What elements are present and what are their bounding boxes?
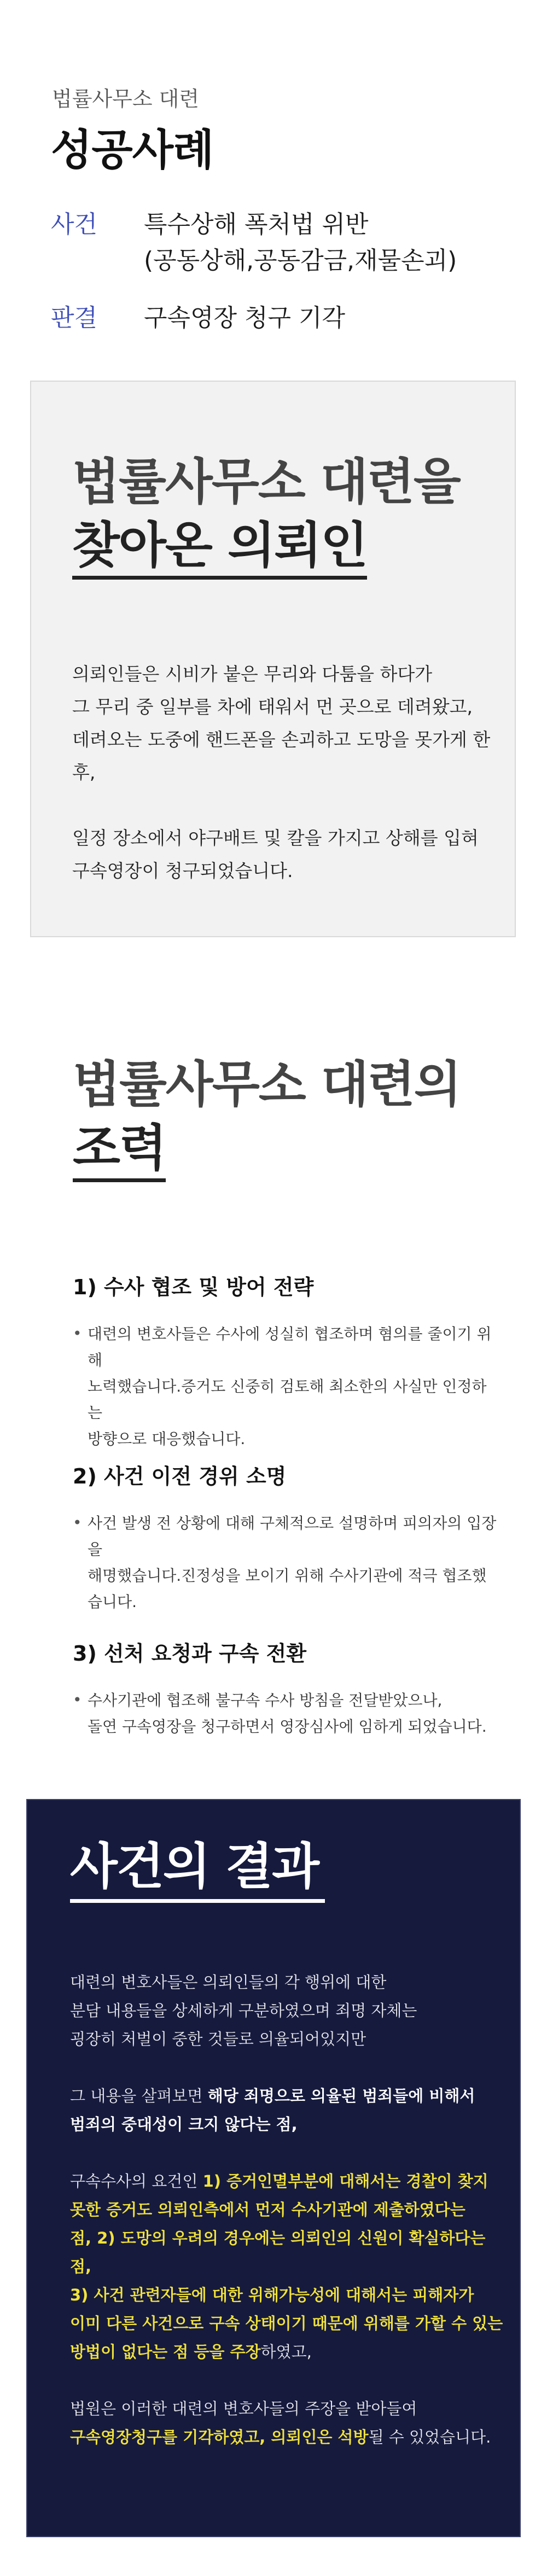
result-highlight: 못한 증거도 의뢰인측에서 먼저 수사기관에 제출하였다는 xyxy=(70,2200,465,2219)
result-line xyxy=(70,2224,508,2281)
client-line: 데려오는 도중에 핸드폰을 손괴하고 도망을 못가게 한 후, xyxy=(72,729,491,783)
result-line xyxy=(70,2167,508,2195)
strategy-title: 2) 사건 이전 경위 소명 xyxy=(73,1464,287,1488)
client-title-line1: 법률사무소 대련을 xyxy=(72,453,460,511)
result-highlight: 1) 증거인멸부분에 대해서는 경찰이 찾지 xyxy=(202,2172,488,2191)
result-section xyxy=(26,1799,521,2537)
bullet-icon: • xyxy=(73,1514,82,1532)
result-line: 분담 내용들을 상세하게 구분하였으며 죄명 자체는 xyxy=(70,2001,417,2020)
page-title: 성공사례 xyxy=(51,126,214,175)
client-line: 구속영장이 청구되었습니다. xyxy=(72,860,293,881)
result-line: 대련의 변호사들은 의뢰인들의 각 행위에 대한 xyxy=(70,1973,387,1991)
strategy-title: 1) 수사 협조 및 방어 전략 xyxy=(73,1275,314,1299)
client-title-line2: 찾아온 의뢰인 xyxy=(72,516,367,580)
result-text: 될 수 있었습니다. xyxy=(368,2428,491,2446)
result-line xyxy=(70,2423,508,2451)
result-line: 법원은 이러한 대련의 변호사들의 주장을 받아들여 xyxy=(70,2399,417,2418)
client-description xyxy=(72,658,504,887)
result-line: 굉장히 처벌이 중한 것들로 의율되어있지만 xyxy=(70,2030,366,2048)
strategy-title: 3) 선처 요청과 구속 전환 xyxy=(73,1642,307,1666)
strategy-item xyxy=(73,1637,499,1740)
result-line xyxy=(70,2281,508,2309)
result-highlight: 방법이 없다는 점 등을 주장 xyxy=(70,2343,261,2361)
result-highlight: 이미 다른 사건으로 구속 상태이기 때문에 위해를 가할 수 있는 xyxy=(70,2314,503,2333)
strategy-text xyxy=(73,1510,499,1615)
case-value-line: (공동상해,공동감금,재물손괴) xyxy=(144,247,457,274)
firm-name: 법률사무소 대련 xyxy=(52,87,200,111)
strategy-line: 수사기관에 협조해 불구속 수사 방침을 전달받았으나, xyxy=(88,1691,443,1709)
strategy-line: 사건 발생 전 상황에 대해 구체적으로 설명하며 피의자의 입장을 xyxy=(88,1514,497,1558)
client-section xyxy=(30,381,516,937)
assist-title-line2: 조력 xyxy=(73,1118,166,1182)
strategy-item xyxy=(73,1459,499,1615)
client-line: 그 무리 중 일부를 차에 태워서 먼 곳으로 데려왔고, xyxy=(72,696,473,717)
case-value xyxy=(144,207,457,279)
strategy-text xyxy=(73,1321,499,1452)
verdict-value: 구속영장 청구 기각 xyxy=(144,304,346,332)
verdict-label: 판결 xyxy=(51,304,98,332)
result-highlight: 3) 사건 관련자들에 대한 위해가능성에 대해서는 피해자가 xyxy=(70,2286,474,2304)
result-line xyxy=(70,2110,508,2139)
result-title: 사건의 결과 xyxy=(70,1835,325,1903)
result-line xyxy=(70,2195,508,2224)
strategy-line: 방향으로 대응했습니다. xyxy=(88,1430,246,1448)
bullet-icon: • xyxy=(73,1691,82,1709)
bullet-icon: • xyxy=(73,1324,82,1342)
result-description xyxy=(70,1968,508,2451)
strategy-line: 돌연 구속영장을 청구하면서 영장심사에 임하게 되었습니다. xyxy=(88,1718,487,1736)
result-line xyxy=(70,2082,508,2110)
result-text: 구속수사의 요건인 xyxy=(70,2172,203,2191)
result-emphasis: 범죄의 중대성이 크지 않다는 점, xyxy=(70,2115,298,2134)
case-row xyxy=(51,207,457,279)
case-value-line: 특수상해 폭처법 위반 xyxy=(144,211,369,238)
result-line xyxy=(70,2309,508,2338)
result-line xyxy=(70,2338,508,2366)
strategy-text xyxy=(73,1687,499,1740)
strategy-item xyxy=(73,1270,499,1452)
client-line: 의뢰인들은 시비가 붙은 무리와 다툼을 하다가 xyxy=(72,663,433,685)
result-text: 하였고, xyxy=(260,2343,312,2361)
case-label: 사건 xyxy=(51,211,98,238)
verdict-row xyxy=(51,295,345,341)
assist-title-line1: 법률사무소 대련의 xyxy=(73,1056,461,1113)
strategy-line: 해명했습니다.진정성을 보이기 위해 수사기관에 적극 협조했습니다. xyxy=(88,1567,487,1611)
strategy-line: 노력했습니다.증거도 신중히 검토해 최소한의 사실만 인정하는 xyxy=(88,1377,487,1422)
result-highlight: 구속영장청구를 기각하였고, 의뢰인은 석방 xyxy=(70,2428,369,2446)
result-highlight: 점, 2) 도망의 우려의 경우에는 의뢰인의 신원이 확실하다는 점, xyxy=(70,2229,486,2276)
client-line: 일정 장소에서 야구배트 및 칼을 가지고 상해를 입혀 xyxy=(72,827,479,849)
result-emphasis: 해당 죄명으로 의율된 범죄들에 비해서 xyxy=(207,2087,475,2105)
strategy-line: 대련의 변호사들은 수사에 성실히 협조하며 혐의를 줄이기 위해 xyxy=(88,1325,492,1369)
result-text: 그 내용을 살펴보면 xyxy=(70,2087,208,2105)
